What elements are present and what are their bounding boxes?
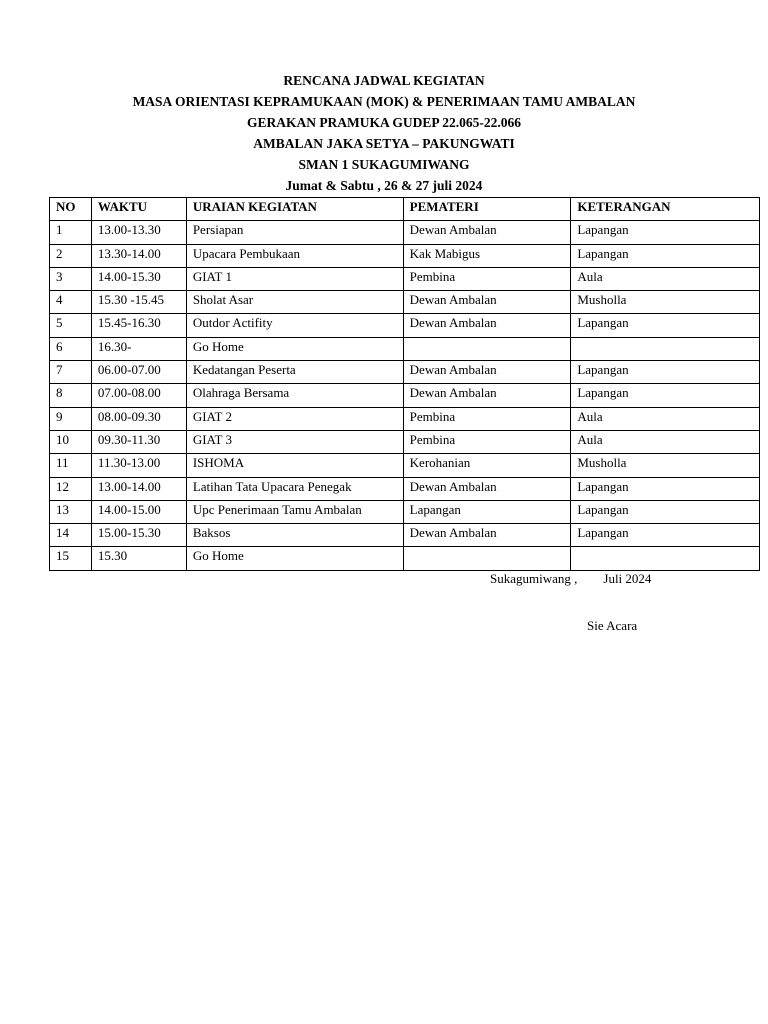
cell-uraian: Upacara Pembukaan — [186, 244, 403, 267]
document-header — [0, 70, 768, 196]
cell-no: 6 — [50, 337, 92, 360]
cell-waktu: 13.00-14.00 — [91, 477, 186, 500]
cell-uraian: Kedatangan Peserta — [186, 361, 403, 384]
cell-waktu: 08.00-09.30 — [91, 407, 186, 430]
cell-uraian: Outdor Actifity — [186, 314, 403, 337]
cell-waktu: 13.30-14.00 — [91, 244, 186, 267]
cell-keterangan: Lapangan — [571, 524, 760, 547]
cell-keterangan: Aula — [571, 430, 760, 453]
cell-uraian: Baksos — [186, 524, 403, 547]
signer-label: Sie Acara — [587, 618, 638, 633]
cell-keterangan: Lapangan — [571, 244, 760, 267]
cell-uraian: ISHOMA — [186, 454, 403, 477]
cell-uraian: GIAT 2 — [186, 407, 403, 430]
cell-keterangan: Aula — [571, 407, 760, 430]
cell-keterangan: Musholla — [571, 291, 760, 314]
cell-pemateri — [403, 547, 571, 570]
column-header-uraian: URAIAN KEGIATAN — [186, 198, 403, 221]
cell-waktu: 14.00-15.30 — [91, 267, 186, 290]
cell-uraian: Latihan Tata Upacara Penegak — [186, 477, 403, 500]
cell-pemateri: Dewan Ambalan — [403, 314, 571, 337]
cell-pemateri: Lapangan — [403, 500, 571, 523]
table-row — [50, 361, 760, 384]
table-row — [50, 454, 760, 477]
cell-no: 3 — [50, 267, 92, 290]
cell-keterangan: Lapangan — [571, 221, 760, 244]
cell-no: 15 — [50, 547, 92, 570]
schedule-table — [49, 197, 760, 571]
cell-keterangan: Aula — [571, 267, 760, 290]
doc-title: RENCANA JADWAL KEGIATAN — [283, 73, 485, 88]
doc-subtitle-event: MASA ORIENTASI KEPRAMUKAAN (MOK) & PENERIMAAN TAMU AMBALAN — [132, 94, 636, 109]
table-row — [50, 407, 760, 430]
doc-subtitle-date: Jumat & Sabtu , 26 & 27 juli 2024 — [285, 178, 483, 193]
table-row — [50, 477, 760, 500]
cell-no: 1 — [50, 221, 92, 244]
cell-keterangan — [571, 547, 760, 570]
table-header-row — [50, 198, 760, 221]
table-body — [50, 221, 760, 570]
cell-waktu: 15.30 -15.45 — [91, 291, 186, 314]
cell-waktu: 14.00-15.00 — [91, 500, 186, 523]
table-row — [50, 291, 760, 314]
cell-keterangan: Lapangan — [571, 477, 760, 500]
cell-pemateri: Pembina — [403, 267, 571, 290]
cell-pemateri: Pembina — [403, 430, 571, 453]
table-row — [50, 221, 760, 244]
cell-no: 14 — [50, 524, 92, 547]
table-row — [50, 244, 760, 267]
doc-subtitle-ambalan: AMBALAN JAKA SETYA – PAKUNGWATI — [253, 136, 515, 151]
cell-waktu: 15.00-15.30 — [91, 524, 186, 547]
cell-no: 10 — [50, 430, 92, 453]
cell-waktu: 15.45-16.30 — [91, 314, 186, 337]
cell-uraian: Go Home — [186, 547, 403, 570]
cell-pemateri: Dewan Ambalan — [403, 361, 571, 384]
cell-no: 7 — [50, 361, 92, 384]
doc-subtitle-school: SMAN 1 SUKAGUMIWANG — [298, 157, 470, 172]
cell-waktu: 11.30-13.00 — [91, 454, 186, 477]
cell-no: 11 — [50, 454, 92, 477]
cell-no: 9 — [50, 407, 92, 430]
cell-pemateri: Dewan Ambalan — [403, 384, 571, 407]
cell-pemateri — [403, 337, 571, 360]
cell-keterangan: Lapangan — [571, 384, 760, 407]
cell-pemateri: Dewan Ambalan — [403, 477, 571, 500]
table-row — [50, 314, 760, 337]
cell-uraian: Sholat Asar — [186, 291, 403, 314]
cell-no: 13 — [50, 500, 92, 523]
cell-uraian: Upc Penerimaan Tamu Ambalan — [186, 500, 403, 523]
cell-keterangan: Lapangan — [571, 500, 760, 523]
cell-pemateri: Kak Mabigus — [403, 244, 571, 267]
cell-no: 12 — [50, 477, 92, 500]
cell-pemateri: Kerohanian — [403, 454, 571, 477]
cell-uraian: Persiapan — [186, 221, 403, 244]
cell-keterangan: Lapangan — [571, 361, 760, 384]
cell-waktu: 13.00-13.30 — [91, 221, 186, 244]
cell-waktu: 07.00-08.00 — [91, 384, 186, 407]
cell-pemateri: Dewan Ambalan — [403, 221, 571, 244]
doc-subtitle-gudep: GERAKAN PRAMUKA GUDEP 22.065-22.066 — [246, 115, 522, 130]
column-header-pemateri: PEMATERI — [403, 198, 571, 221]
column-header-waktu: WAKTU — [91, 198, 186, 221]
column-header-no: NO — [50, 198, 92, 221]
cell-keterangan — [571, 337, 760, 360]
table-row — [50, 267, 760, 290]
cell-no: 8 — [50, 384, 92, 407]
cell-waktu: 06.00-07.00 — [91, 361, 186, 384]
cell-waktu: 09.30-11.30 — [91, 430, 186, 453]
table-row — [50, 337, 760, 360]
cell-uraian: GIAT 1 — [186, 267, 403, 290]
table-row — [50, 547, 760, 570]
cell-pemateri: Dewan Ambalan — [403, 291, 571, 314]
cell-no: 5 — [50, 314, 92, 337]
cell-uraian: GIAT 3 — [186, 430, 403, 453]
cell-no: 2 — [50, 244, 92, 267]
table-row — [50, 500, 760, 523]
table-row — [50, 384, 760, 407]
column-header-keterangan: KETERANGAN — [571, 198, 760, 221]
cell-no: 4 — [50, 291, 92, 314]
cell-keterangan: Lapangan — [571, 314, 760, 337]
cell-pemateri: Dewan Ambalan — [403, 524, 571, 547]
cell-uraian: Olahraga Bersama — [186, 384, 403, 407]
cell-waktu: 15.30 — [91, 547, 186, 570]
cell-waktu: 16.30- — [91, 337, 186, 360]
table-row — [50, 524, 760, 547]
cell-keterangan: Musholla — [571, 454, 760, 477]
cell-uraian: Go Home — [186, 337, 403, 360]
cell-pemateri: Pembina — [403, 407, 571, 430]
table-row — [50, 430, 760, 453]
place-date-line: Sukagumiwang , Juli 2024 — [490, 571, 652, 586]
